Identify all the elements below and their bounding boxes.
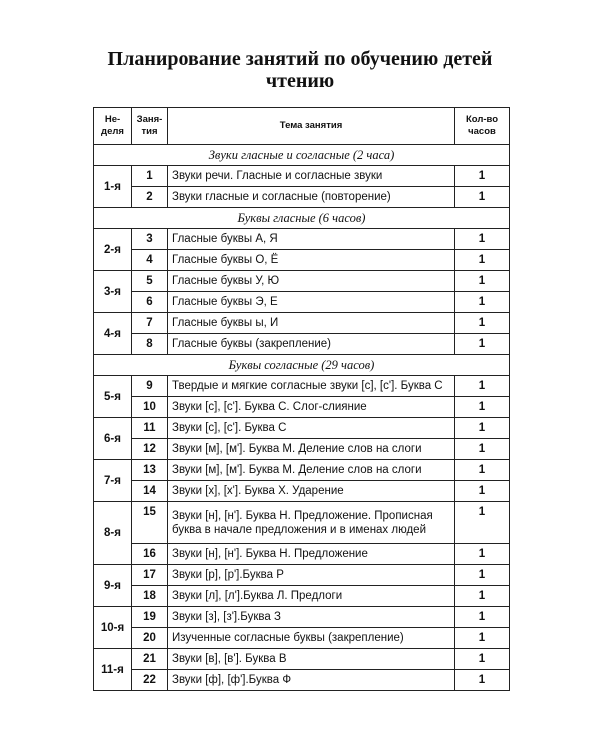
hours-cell: 1	[455, 166, 510, 187]
page-title	[0, 48, 600, 92]
lesson-number-cell: 12	[132, 439, 168, 460]
week-cell: 10-я	[94, 607, 132, 649]
week-cell: 11-я	[94, 649, 132, 691]
table-row	[94, 460, 510, 481]
hours-cell: 1	[455, 481, 510, 502]
lesson-number-cell: 17	[132, 565, 168, 586]
hours-cell: 1	[455, 292, 510, 313]
topic-cell: Звуки [с], [с']. Буква С. Слог-слияние	[168, 397, 455, 418]
topic-cell: Звуки [ф], [ф'].Буква Ф	[168, 670, 455, 691]
topic-cell: Твердые и мягкие согласные звуки [с], [с']. Буква С	[168, 376, 455, 397]
topic-cell: Звуки [м], [м']. Буква М. Деление слов на слоги	[168, 439, 455, 460]
lesson-number-cell: 1	[132, 166, 168, 187]
lesson-number-cell: 21	[132, 649, 168, 670]
lesson-plan-table	[93, 107, 510, 691]
week-cell: 7-я	[94, 460, 132, 502]
hours-cell: 1	[455, 565, 510, 586]
table-row	[94, 628, 510, 649]
hours-cell: 1	[455, 271, 510, 292]
topic-cell: Гласные буквы А, Я	[168, 229, 455, 250]
lesson-number-cell: 6	[132, 292, 168, 313]
topic-cell: Гласные буквы У, Ю	[168, 271, 455, 292]
lesson-number-cell: 13	[132, 460, 168, 481]
week-cell: 5-я	[94, 376, 132, 418]
topic-cell: Звуки [м], [м']. Буква М. Деление слов на слоги	[168, 460, 455, 481]
hours-cell: 1	[455, 460, 510, 481]
topic-cell: Звуки [с], [с']. Буква С	[168, 418, 455, 439]
topic-cell: Звуки гласные и согласные (повторение)	[168, 187, 455, 208]
hours-cell: 1	[455, 439, 510, 460]
topic-cell: Звуки [н], [н']. Буква Н. Предложение	[168, 544, 455, 565]
lesson-number-cell: 2	[132, 187, 168, 208]
hours-cell: 1	[455, 418, 510, 439]
lesson-number-cell: 19	[132, 607, 168, 628]
header-week	[94, 108, 132, 145]
section-title: Буквы гласные (6 часов)	[94, 208, 510, 229]
page-title-line1: Планирование занятий по обучению детей	[107, 48, 493, 70]
topic-cell: Звуки [р], [р'].Буква Р	[168, 565, 455, 586]
lesson-number-cell: 14	[132, 481, 168, 502]
topic-cell: Гласные буквы ы, И	[168, 313, 455, 334]
lesson-number-cell: 15	[132, 502, 168, 544]
section-row	[94, 355, 510, 376]
table-row	[94, 502, 510, 544]
lesson-number-cell: 11	[132, 418, 168, 439]
page-title-line2: чтению	[265, 70, 335, 92]
section-row	[94, 145, 510, 166]
section-row	[94, 208, 510, 229]
header-hours	[455, 108, 510, 145]
week-cell: 2-я	[94, 229, 132, 271]
lesson-number-cell: 8	[132, 334, 168, 355]
week-cell: 8-я	[94, 502, 132, 565]
hours-cell: 1	[455, 607, 510, 628]
lesson-number-cell: 5	[132, 271, 168, 292]
topic-cell: Гласные буквы (закрепление)	[168, 334, 455, 355]
table-row	[94, 607, 510, 628]
topic-cell: Звуки [х], [х']. Буква Х. Ударение	[168, 481, 455, 502]
hours-cell: 1	[455, 376, 510, 397]
hours-cell: 1	[455, 397, 510, 418]
week-cell: 4-я	[94, 313, 132, 355]
hours-cell: 1	[455, 313, 510, 334]
lesson-number-cell: 9	[132, 376, 168, 397]
table-row	[94, 670, 510, 691]
week-cell: 1-я	[94, 166, 132, 208]
hours-cell: 1	[455, 250, 510, 271]
table-row	[94, 397, 510, 418]
header-week-text: Не- деля	[101, 114, 124, 137]
hours-cell: 1	[455, 187, 510, 208]
header-hours-text: Кол-во часов	[465, 114, 499, 137]
section-title: Буквы согласные (29 часов)	[94, 355, 510, 376]
hours-cell: 1	[455, 649, 510, 670]
table-body	[94, 145, 510, 691]
lesson-number-cell: 7	[132, 313, 168, 334]
hours-cell: 1	[455, 628, 510, 649]
table-row	[94, 292, 510, 313]
table-row	[94, 544, 510, 565]
hours-cell: 1	[455, 544, 510, 565]
table-row	[94, 481, 510, 502]
lesson-number-cell: 10	[132, 397, 168, 418]
header-topic-text: Тема занятия	[279, 120, 343, 131]
header-lesson	[132, 108, 168, 145]
section-title: Звуки гласные и согласные (2 часа)	[94, 145, 510, 166]
header-lesson-text: Заня- тия	[136, 114, 163, 137]
table-row	[94, 586, 510, 607]
table-row	[94, 313, 510, 334]
table-row	[94, 334, 510, 355]
lesson-number-cell: 3	[132, 229, 168, 250]
week-cell: 6-я	[94, 418, 132, 460]
lesson-number-cell: 16	[132, 544, 168, 565]
topic-cell: Звуки [л], [л'].Буква Л. Предлоги	[168, 586, 455, 607]
lesson-number-cell: 18	[132, 586, 168, 607]
topic-cell: Гласные буквы О, Ё	[168, 250, 455, 271]
week-cell: 3-я	[94, 271, 132, 313]
table-row	[94, 166, 510, 187]
hours-cell: 1	[455, 586, 510, 607]
hours-cell: 1	[455, 334, 510, 355]
table-row	[94, 187, 510, 208]
table-row	[94, 418, 510, 439]
table-row	[94, 565, 510, 586]
header-topic	[168, 108, 455, 145]
topic-cell: Звуки речи. Гласные и согласные звуки	[168, 166, 455, 187]
topic-cell: Звуки [н], [н']. Буква Н. Предложение. Прописная буква в начале предложения и в именах людей	[168, 502, 455, 544]
week-cell: 9-я	[94, 565, 132, 607]
table-row	[94, 439, 510, 460]
topic-cell: Изученные согласные буквы (закрепление)	[168, 628, 455, 649]
lesson-number-cell: 20	[132, 628, 168, 649]
hours-cell: 1	[455, 670, 510, 691]
topic-cell: Звуки [з], [з'].Буква З	[168, 607, 455, 628]
lesson-number-cell: 22	[132, 670, 168, 691]
hours-cell: 1	[455, 229, 510, 250]
table-row	[94, 376, 510, 397]
lesson-number-cell: 4	[132, 250, 168, 271]
topic-cell: Звуки [в], [в']. Буква В	[168, 649, 455, 670]
table-header-row	[94, 108, 510, 145]
hours-cell: 1	[455, 502, 510, 544]
topic-cell: Гласные буквы Э, Е	[168, 292, 455, 313]
table-row	[94, 250, 510, 271]
table-row	[94, 649, 510, 670]
table-row	[94, 271, 510, 292]
table-row	[94, 229, 510, 250]
